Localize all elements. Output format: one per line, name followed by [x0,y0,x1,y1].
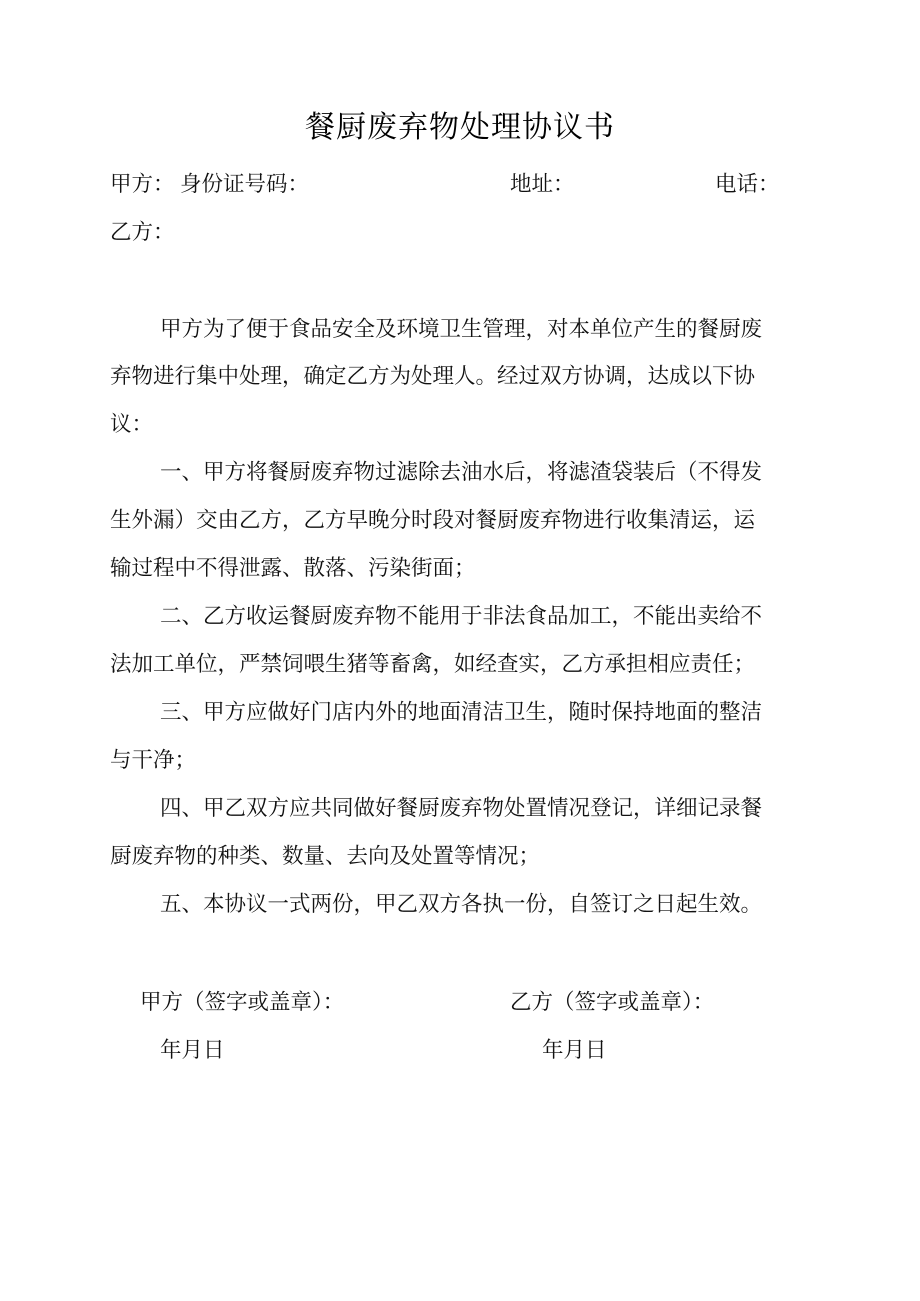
party-b-label: 乙方： [110,220,175,245]
party-a-address-label: 地址： [510,172,575,197]
body-line: 弃物进行集中处理，确定乙方为处理人。经过双方协调，达成以下协 [110,364,756,389]
body-line: 三、甲方应做好门店内外的地面清洁卫生，随时保持地面的整洁 [160,700,763,725]
body-line: 甲方为了便于食品安全及环境卫生管理，对本单位产生的餐厨废 [160,317,763,342]
body-line: 四、甲乙双方应共同做好餐厨废弃物处置情况登记，详细记录餐 [160,796,763,821]
party-a-id-label: 身份证号码： [180,172,310,197]
body-line: 五、本协议一式两份，甲乙双方各执一份，自签订之日起生效。 [160,892,763,917]
document-title: 餐厨废弃物处理协议书 [305,110,615,145]
body-line: 与干净； [110,748,197,773]
party-a-signature-label: 甲方（签字或盖章）： [140,990,345,1015]
body-line: 一、甲方将餐厨废弃物过滤除去油水后，将滤渣袋装后（不得发 [160,460,763,485]
body-line: 厨废弃物的种类、数量、去向及处置等情况； [110,844,541,869]
body-line: 输过程中不得泄露、散落、污染街面； [110,556,476,581]
party-b-signature-label: 乙方（签字或盖章）： [510,990,715,1015]
party-a-date-label: 年月日 [160,1038,225,1063]
body-line: 法加工单位，严禁饲喂生猪等畜禽，如经查实，乙方承担相应责任； [110,652,756,677]
party-b-date-label: 年月日 [542,1038,607,1063]
party-a-label: 甲方： [110,172,175,197]
body-line: 议： [110,412,154,437]
body-line: 生外漏）交由乙方，乙方早晚分时段对餐厨废弃物进行收集清运，运 [110,508,756,533]
body-line: 二、乙方收运餐厨废弃物不能用于非法食品加工，不能出卖给不 [160,604,763,629]
party-a-phone-label: 电话： [715,172,780,197]
